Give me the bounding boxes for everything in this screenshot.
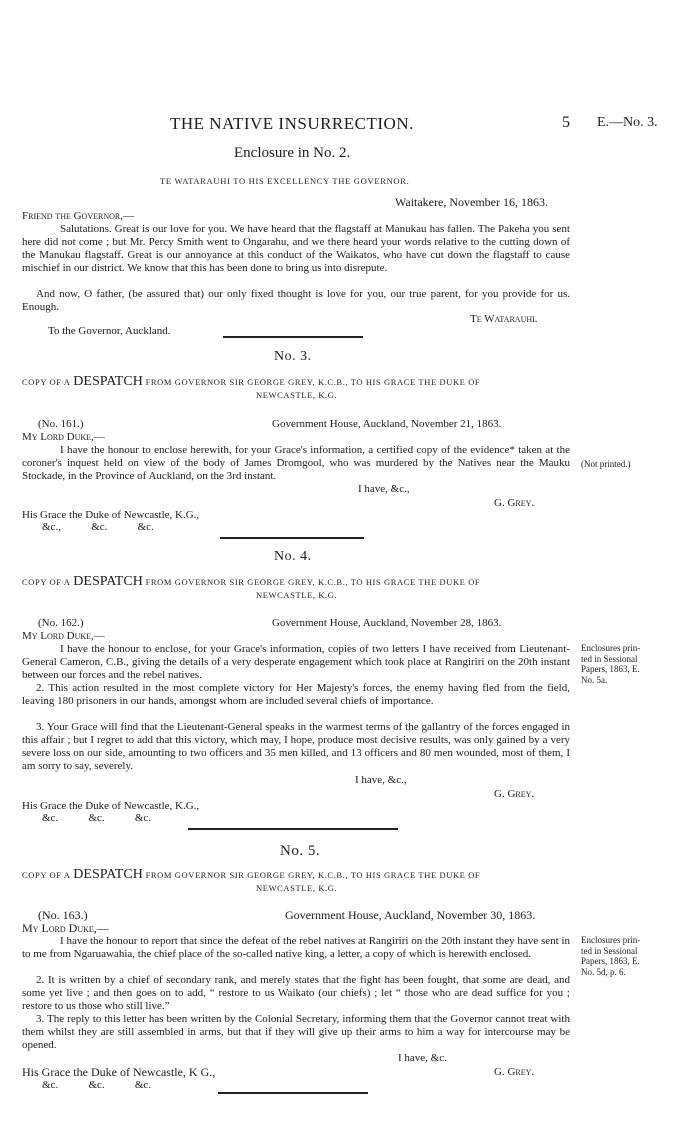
enclosure-address: To the Governor, Auckland. bbox=[48, 325, 171, 337]
enclosure-heading: Enclosure in No. 2. bbox=[234, 145, 351, 161]
section-divider bbox=[223, 336, 363, 338]
no5-copy-prefix: COPY OF A bbox=[22, 870, 71, 880]
no5-copy-rest: FROM GOVERNOR SIR GEORGE GREY, K.C.B., TO HIS GRACE THE DUKE OF bbox=[145, 870, 481, 880]
no4-signature: G. Grey. bbox=[494, 788, 535, 800]
no3-signature: G. Grey. bbox=[494, 497, 535, 509]
no4-copy-heading bbox=[22, 575, 570, 589]
no3-copy-prefix: COPY OF A bbox=[22, 377, 71, 387]
no4-copy-line2: NEWCASTLE, K.G. bbox=[256, 590, 338, 600]
no4-etc: &c. &c. &c. bbox=[42, 812, 152, 824]
no5-number: No. 5. bbox=[280, 843, 321, 859]
enclosure-dateline: Waitakere, November 16, 1863. bbox=[395, 195, 548, 209]
enclosure-paragraph-1: Salutations. Great is our love for you. We have heard that the flagstaff at Manukau has fallen. The Pakeha you sent here did not come ; but Mr. Percy Smith went to Ongarahu, and we there heard your words relative to the cutting down of the Manukau flagstaff. Great is our annoyance at this conduct of the Waikatos, who have cut down the flagstaff to cause mischief in our district. We know that this has been done to bring us into disrepute. bbox=[22, 223, 570, 274]
no3-copy-line2: NEWCASTLE, K.G. bbox=[256, 390, 338, 400]
no5-copy-heading bbox=[22, 868, 570, 882]
no3-salutation: My Lord Duke,— bbox=[22, 431, 105, 443]
no4-paragraph-1: I have the honour to enclose, for your Grace's information, copies of two letters I have received from Lieutenant-General Cameron, C.B., giving the details of a very desperate engagement which took place at Rangiriri on the 20th instant between our forces and the rebel natives. bbox=[22, 643, 570, 681]
section-divider bbox=[188, 828, 398, 830]
no4-dateline: Government House, Auckland, November 28, 1863. bbox=[272, 617, 502, 629]
no3-copy-rest: FROM GOVERNOR SIR GEORGE GREY, K.C.B., TO HIS GRACE THE DUKE OF bbox=[145, 377, 481, 387]
no3-addressee: His Grace the Duke of Newcastle, K.G., bbox=[22, 509, 200, 521]
no5-dateline: Government House, Auckland, November 30, 1863. bbox=[285, 908, 536, 922]
no5-margin-note: Enclosures prin- ted in Sessional Papers, 1863, E. No. 5d, p. 6. bbox=[581, 935, 641, 977]
section-divider bbox=[220, 537, 364, 539]
no4-copy-prefix: COPY OF A bbox=[22, 577, 71, 587]
no4-salutation: My Lord Duke,— bbox=[22, 630, 105, 642]
no3-number: No. 3. bbox=[274, 349, 312, 364]
no5-signature: G. Grey. bbox=[494, 1066, 535, 1078]
no3-closing: I have, &c., bbox=[358, 483, 410, 495]
no5-paragraph-1: I have the honour to report that since the defeat of the rebel natives at Rangiriri on the 20th instant they have sent in to me from Ngaruawahia, the chief place of the so-called native king, a letter, a copy of which is herewith enclosed. bbox=[22, 935, 570, 960]
no5-etc: &c. &c. &c. bbox=[42, 1079, 152, 1091]
no5-salutation: My Lord Duke,— bbox=[22, 921, 109, 935]
no3-copy-heading bbox=[22, 375, 570, 389]
no4-copy-rest: FROM GOVERNOR SIR GEORGE GREY, K.C.B., TO HIS GRACE THE DUKE OF bbox=[145, 577, 481, 587]
no3-dateline: Government House, Auckland, November 21, 1863. bbox=[272, 418, 502, 430]
no5-addressee: His Grace the Duke of Newcastle, K G., bbox=[22, 1065, 216, 1079]
no4-ref: (No. 162.) bbox=[38, 617, 84, 629]
no5-paragraph-3: 3. The reply to this letter has been written by the Colonial Secretary, informing them that the Governor cannot treat with them whilst they are still assembled in arms, but that if they will give up their arms to him a way for intercourse may be opened. bbox=[22, 1013, 570, 1051]
no3-etc: &c., &c. &c. bbox=[42, 521, 154, 533]
no3-despatch-word: DESPATCH bbox=[73, 374, 143, 389]
no4-despatch-word: DESPATCH bbox=[73, 574, 143, 589]
no4-paragraph-3: 3. Your Grace will find that the Lieutenant-General speaks in the warmest terms of the gallantry of the forces engaged in this affair ; but I regret to add that this victory, which may, I hope, produce most decisive results, was only gained by a very severe loss on our side, amounting to two officers and 35 men killed, and 13 officers and 80 men wounded, most of them, I am sorry to say, severely. bbox=[22, 721, 570, 772]
no4-paragraph-2: 2. This action resulted in the most complete victory for Her Majesty's forces, the enemy having fled from the field, leaving 180 prisoners in our hands, amongst whom are included several chiefs of importance. bbox=[22, 682, 570, 707]
enclosure-subheading: TE WATARAUHI TO HIS EXCELLENCY THE GOVERNOR. bbox=[160, 176, 410, 186]
no4-margin-note: Enclosures prin- ted in Sessional Papers, 1863, E. No. 5a. bbox=[581, 643, 641, 685]
no5-despatch-word: DESPATCH bbox=[73, 867, 143, 882]
document-ref: E.—No. 3. bbox=[597, 115, 658, 130]
enclosure-signature: Te Watarauhi. bbox=[470, 313, 538, 325]
no4-closing: I have, &c., bbox=[355, 774, 407, 786]
no4-number: No. 4. bbox=[274, 549, 312, 564]
no4-addressee: His Grace the Duke of Newcastle, K.G., bbox=[22, 800, 200, 812]
running-title: THE NATIVE INSURRECTION. bbox=[170, 114, 414, 133]
enclosure-salutation: Friend the Governor,— bbox=[22, 210, 134, 222]
no5-ref: (No. 163.) bbox=[38, 908, 88, 922]
no5-closing: I have, &c. bbox=[398, 1052, 447, 1064]
no3-ref: (No. 161.) bbox=[38, 418, 84, 430]
page-number: 5 bbox=[562, 114, 570, 131]
no5-paragraph-2: 2. It is written by a chief of secondary rank, and merely states that the fight has been fought, that some are dead, and some yet live ; and then goes on to add, “ restore to us Waikato (our chiefs) ; let “ those who are dead suffice for you ; restore to us those who still live.” bbox=[22, 974, 570, 1012]
no3-paragraph-1: I have the honour to enclose herewith, for your Grace's information, a certified copy of the evidence* taken at the coroner's inquest held on view of the body of James Dromgool, who was murdered by the Natives near the Mauku Stockade, in the Province of Auckland, on the 3rd instant. bbox=[22, 444, 570, 482]
no5-copy-line2: NEWCASTLE, K.G. bbox=[256, 883, 338, 893]
no3-margin-note: (Not printed.) bbox=[581, 459, 631, 469]
enclosure-paragraph-2: And now, O father, (be assured that) our only fixed thought is love for you, our true parent, for you provide for us. Enough. bbox=[22, 288, 570, 313]
section-divider bbox=[218, 1092, 368, 1094]
